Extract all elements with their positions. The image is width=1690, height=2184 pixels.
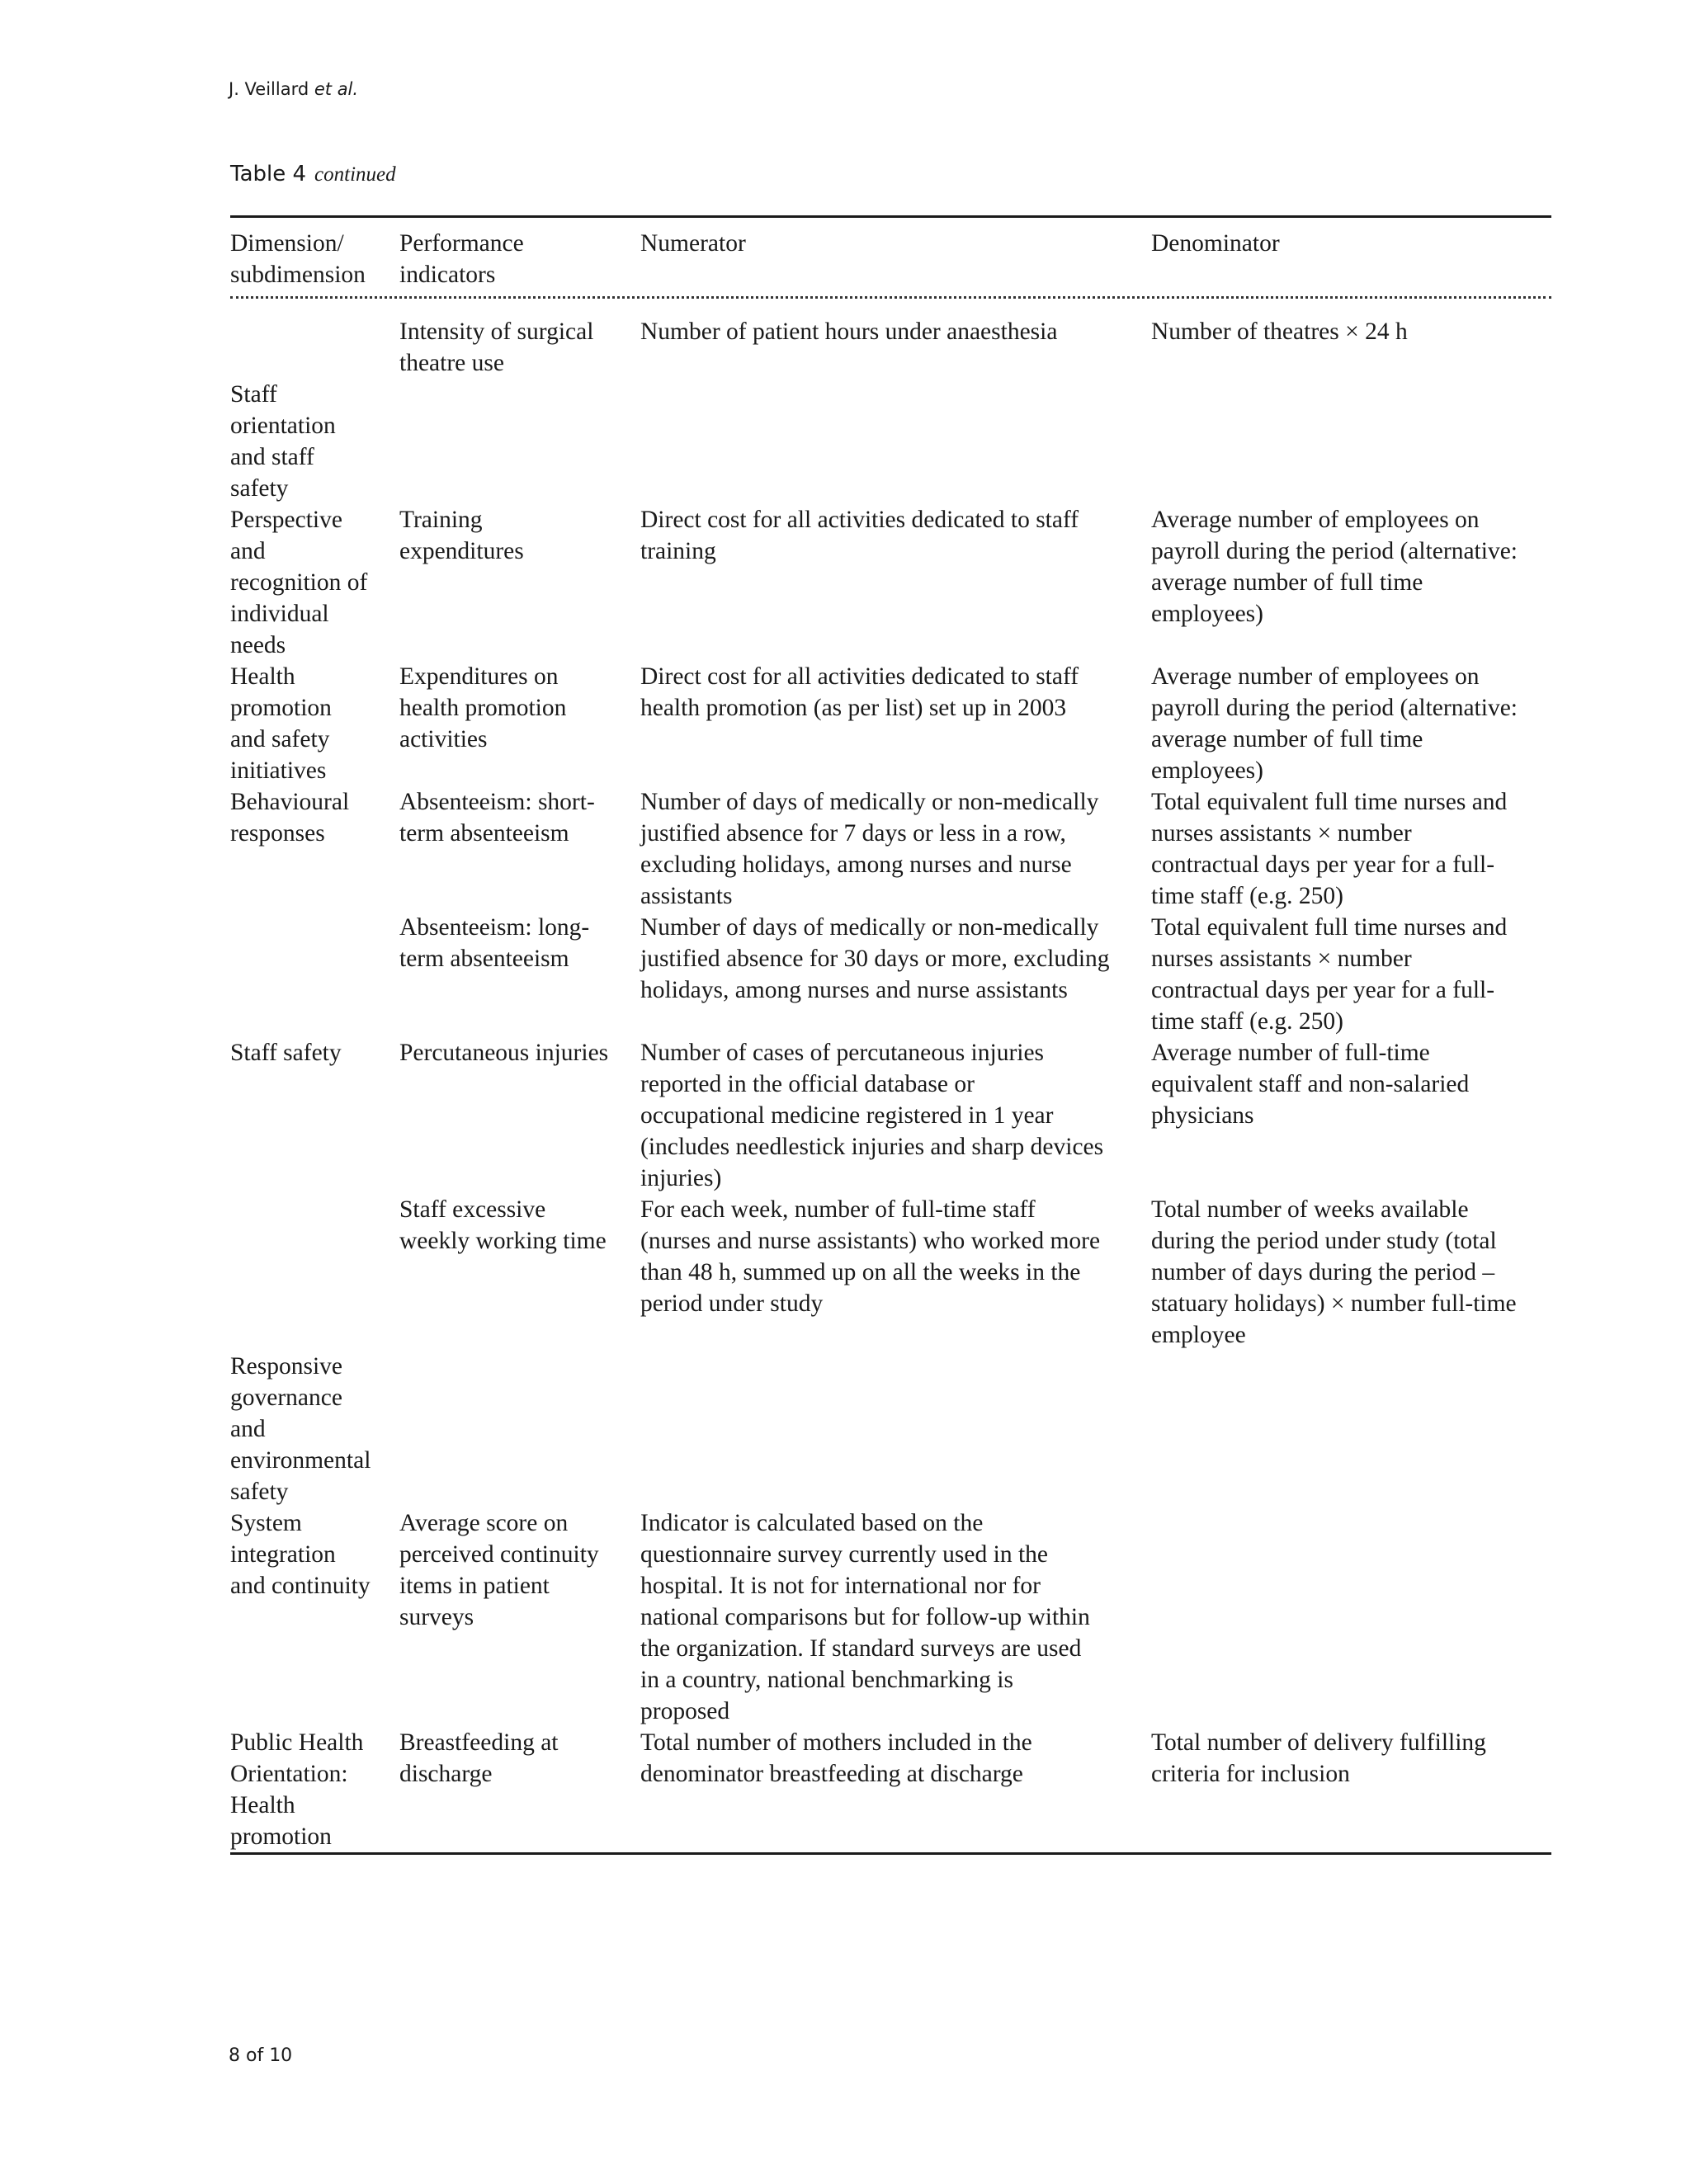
table-cell-numerator: Number of days of medically or non-medically justified absence for 7 days or less in a row, excluding holidays, among nurses and nurse assistants [640,789,1099,909]
table-cell-denominator: Total number of weeks available during the period under study (total number of days during the period – statuary holidays) × number full-time employee [1151,1196,1517,1348]
header-denominator: Denominator [1151,230,1280,257]
table-cell-indicator: Intensity of surgical theatre use [399,318,594,376]
header-dotted-rule [230,296,1551,299]
table-cell-dimension: Staff safety [230,1040,342,1066]
table-bottom-rule [230,1852,1551,1855]
table-caption-continued: continued [314,163,396,186]
table-cell-indicator: Absenteeism: short- term absenteeism [399,789,595,847]
table-caption [230,162,396,186]
table-cell-numerator: Indicator is calculated based on the questionnaire survey currently used in the hospital. It is not for international nor for national comparisons but for follow-up within the organization. If standard surveys are used in a country, national benchmarking is proposed [640,1510,1090,1724]
table-cell-numerator: For each week, number of full-time staff (nurses and nurse assistants) who worked more than 48 h, summed up on all the weeks in the period under study [640,1196,1101,1317]
table-cell-numerator: Direct cost for all activities dedicated to staff training [640,507,1079,564]
table-cell-dimension: Responsive governance and environmental safety [230,1353,371,1505]
table-cell-indicator: Training expenditures [399,507,524,564]
table-cell-dimension: System integration and continuity [230,1510,371,1599]
table-caption-label: Table 4 [230,162,307,186]
table-cell-numerator: Number of patient hours under anaesthesia [640,318,1058,345]
table-cell-numerator: Number of days of medically or non-medically justified absence for 30 days or more, excluding holidays, among nurses and nurse assistants [640,914,1110,1003]
running-head-author: J. Veillard [229,79,309,99]
table-cell-indicator: Percutaneous injuries [399,1040,609,1066]
table-cell-dimension: Staff orientation and staff safety [230,381,336,502]
table-cell-denominator: Total equivalent full time nurses and nurses assistants × number contractual days per year for a full- time staff (e.g. 250) [1151,914,1508,1035]
running-head-etal: et al. [314,79,359,99]
table-cell-denominator: Average number of full-time equivalent staff and non-salaried physicians [1151,1040,1470,1129]
table-cell-indicator: Average score on perceived continuity items in patient surveys [399,1510,599,1630]
table-cell-denominator: Average number of employees on payroll during the period (alternative: average number of full time employees) [1151,663,1518,784]
table-cell-indicator: Staff excessive weekly working time [399,1196,607,1254]
table-cell-dimension: Health promotion and safety initiatives [230,663,332,784]
table-cell-numerator: Direct cost for all activities dedicated to staff health promotion (as per list) set up in 2003 [640,663,1079,721]
table-cell-numerator: Number of cases of percutaneous injuries reported in the official database or occupational medicine registered in 1 year (includes needlestick injuries and sharp devices injuries) [640,1040,1104,1191]
table-cell-numerator: Total number of mothers included in the denominator breastfeeding at discharge [640,1729,1032,1787]
page-number: 8 of 10 [229,2045,293,2066]
table-cell-dimension: Behavioural responses [230,789,350,847]
table-cell-dimension: Perspective and recognition of individual needs [230,507,368,658]
header-indicators: Performance indicators [399,230,524,288]
header-dimension: Dimension/ subdimension [230,230,366,288]
table-cell-denominator: Total number of delivery fulfilling criteria for inclusion [1151,1729,1486,1787]
table-top-rule [230,215,1551,218]
header-numerator: Numerator [640,230,746,257]
running-head [229,79,358,99]
table-cell-indicator: Breastfeeding at discharge [399,1729,559,1787]
table-cell-denominator: Number of theatres × 24 h [1151,318,1408,345]
table-cell-denominator: Average number of employees on payroll during the period (alternative: average number of full time employees) [1151,507,1518,627]
table-cell-indicator: Expenditures on health promotion activities [399,663,567,752]
table-cell-indicator: Absenteeism: long- term absenteeism [399,914,590,972]
table-cell-dimension: Public Health Orientation: Health promotion [230,1729,364,1850]
table-cell-denominator: Total equivalent full time nurses and nurses assistants × number contractual days per year for a full- time staff (e.g. 250) [1151,789,1508,909]
